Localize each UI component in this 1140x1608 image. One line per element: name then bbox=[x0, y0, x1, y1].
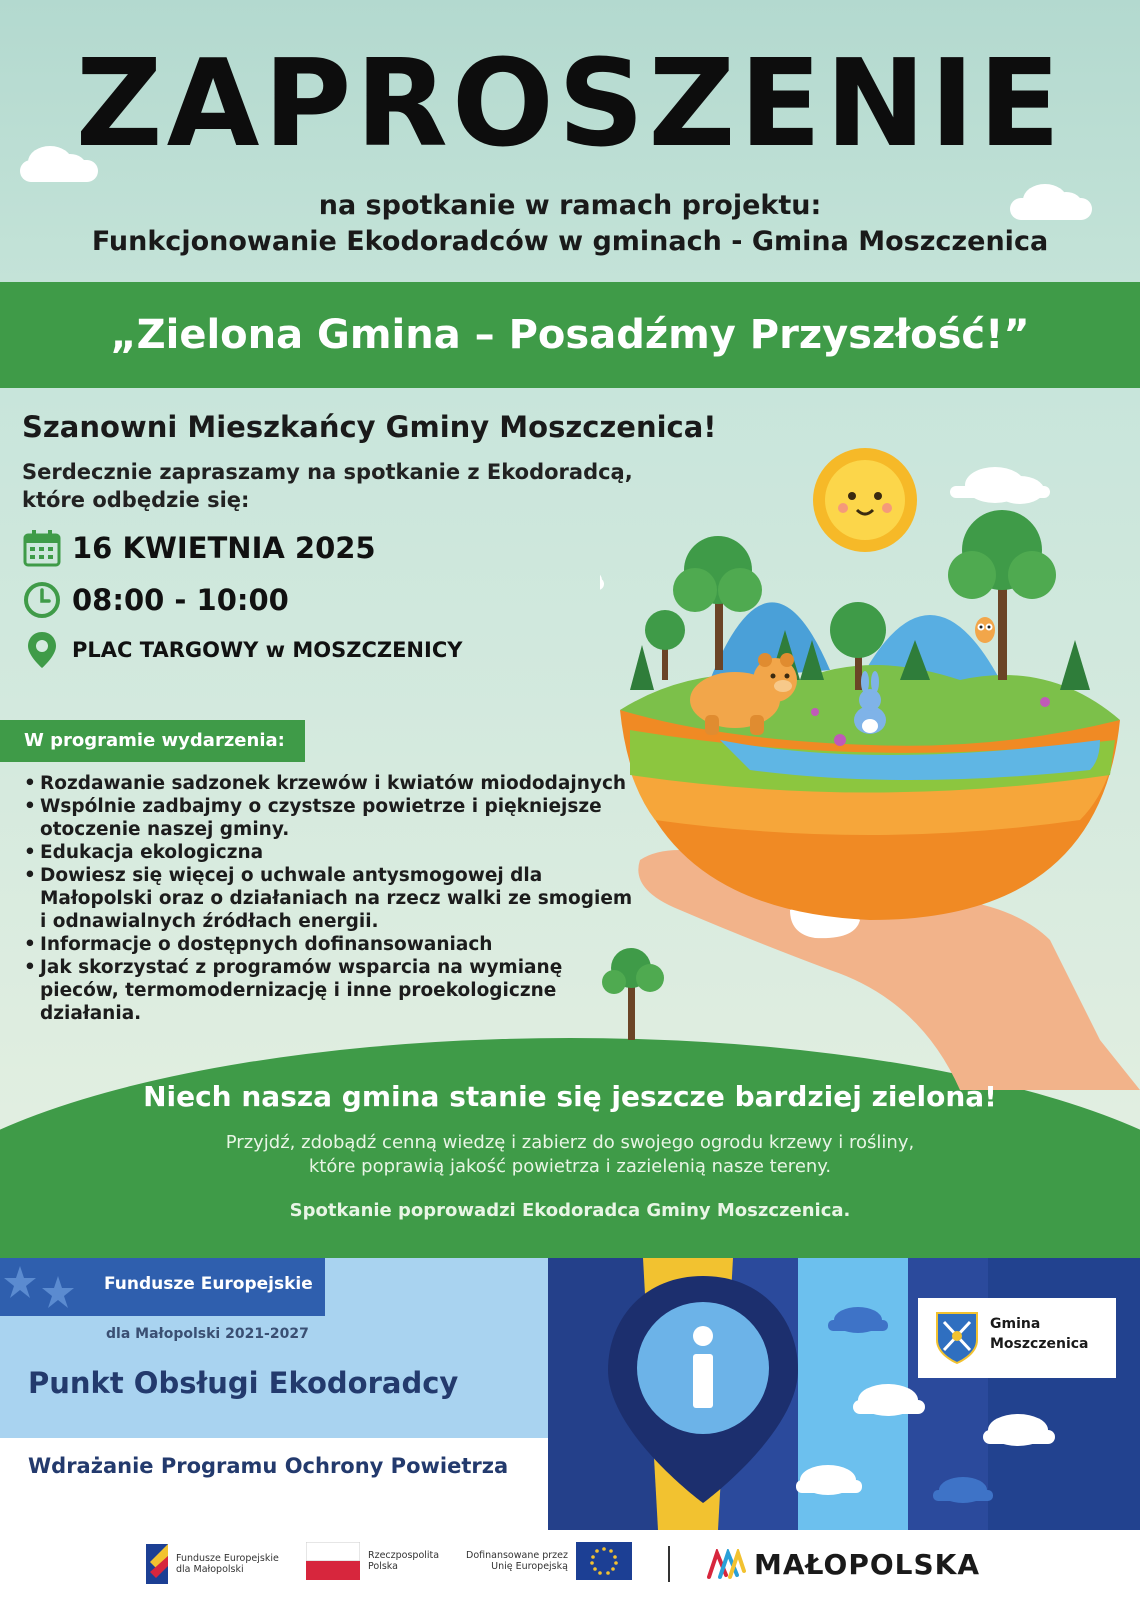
program-period: dla Małopolski 2021-2027 bbox=[106, 1326, 309, 1342]
eu-logo bbox=[466, 1542, 632, 1580]
intro-text: Serdecznie zapraszamy na spotkanie z Ekodoradcą, które odbędzie się: bbox=[22, 460, 633, 512]
list-item: • Wspólnie zadbajmy o czystsze powietrze i piękniejsze otoczenie naszej gminy. bbox=[24, 795, 644, 841]
cta-title: Niech nasza gmina stanie się jeszcze bardziej zielona! bbox=[143, 1080, 997, 1113]
service-point-title: Punkt Obsługi Ekodoradcy bbox=[28, 1366, 459, 1400]
stars-strip bbox=[0, 1258, 90, 1316]
list-item: • Rozdawanie sadzonek krzewów i kwiatów miododajnych bbox=[24, 772, 644, 795]
subtitle-line-1: na spotkanie w ramach projektu: bbox=[318, 190, 822, 221]
program-list bbox=[24, 772, 644, 1025]
fe-logo bbox=[144, 1542, 279, 1586]
rp-logo bbox=[306, 1542, 439, 1580]
list-item: • Informacje o dostępnych dofinansowaniach bbox=[24, 933, 644, 956]
funding-section bbox=[0, 1258, 1140, 1530]
gmina-logo-box bbox=[918, 1298, 1116, 1378]
light-blue-strip bbox=[325, 1258, 580, 1316]
event-date: 16 KWIETNIA 2025 bbox=[72, 531, 376, 565]
eco-hand-illustration bbox=[600, 440, 1140, 1090]
rp-logo-line-2: Polska bbox=[368, 1561, 398, 1572]
location-pin-icon bbox=[22, 630, 62, 670]
clock-icon bbox=[22, 580, 62, 620]
fe-logo-line-1: Fundusze Europejskie bbox=[176, 1553, 279, 1564]
malopolska-logo-icon bbox=[706, 1549, 746, 1581]
event-time: 08:00 - 10:00 bbox=[72, 583, 289, 617]
slogan-banner bbox=[0, 282, 1140, 388]
program-name: Wdrażanie Programu Ochrony Powietrza bbox=[28, 1454, 509, 1478]
small-tree-icon bbox=[598, 940, 668, 1040]
polish-flag-icon bbox=[306, 1542, 360, 1580]
malopolska-logo bbox=[706, 1548, 980, 1581]
gmina-name-line-2: Moszczenica bbox=[990, 1336, 1089, 1352]
event-time-row bbox=[22, 580, 289, 620]
eu-flag-icon bbox=[576, 1542, 632, 1580]
list-item: • Edukacja ekologiczna bbox=[24, 841, 644, 864]
event-place-row bbox=[22, 630, 462, 670]
gmina-name-line-1: Gmina bbox=[990, 1316, 1041, 1332]
header-section bbox=[0, 0, 1140, 282]
page-title: ZAPROSZENIE bbox=[75, 35, 1065, 174]
fe-label: Fundusze Europejskie bbox=[90, 1258, 325, 1316]
calendar-icon bbox=[22, 528, 62, 568]
footer-logos bbox=[0, 1530, 1140, 1608]
slogan-text: „Zielona Gmina – Posadźmy Przyszłość!” bbox=[110, 312, 1030, 358]
eu-stars-icon bbox=[0, 1258, 90, 1316]
coat-of-arms-icon bbox=[934, 1310, 980, 1366]
eu-logo-line-2: Unię Europejską bbox=[491, 1561, 568, 1572]
greeting-heading: Szanowni Mieszkańcy Gminy Moszczenica! bbox=[22, 410, 717, 444]
cta-text-line-1: Przyjdź, zdobądź cenną wiedzę i zabierz do swojego ogrodu krzewy i rośliny, bbox=[225, 1132, 915, 1153]
subtitle-line-2: Funkcjonowanie Ekodoradców w gminach - Gmina Moszczenica bbox=[91, 226, 1049, 257]
footer-divider bbox=[668, 1546, 670, 1582]
cta-text-line-2: które poprawią jakość powietrza i zazielenią nasze tereny. bbox=[308, 1156, 832, 1177]
cta-host-line: Spotkanie poprowadzi Ekodoradca Gminy Moszczenica. bbox=[289, 1200, 851, 1221]
eu-logo-line-1: Dofinansowane przez bbox=[466, 1550, 568, 1561]
list-item: • Jak skorzystać z programów wsparcia na wymianę pieców, termomodernizację i inne proekologiczne działania. bbox=[24, 956, 644, 1025]
list-item: • Dowiesz się więcej o uchwale antysmogowej dla Małopolski oraz o działaniach na rzecz walki ze smogiem i odnawialnych źródłach energii. bbox=[24, 864, 644, 933]
fe-logo-line-2: dla Małopolski bbox=[176, 1564, 244, 1575]
event-place: PLAC TARGOWY w MOSZCZENICY bbox=[72, 638, 463, 662]
fe-logo-icon bbox=[144, 1542, 170, 1586]
malopolska-text: MAŁOPOLSKA bbox=[754, 1548, 981, 1581]
event-date-row bbox=[22, 528, 376, 568]
rp-logo-line-1: Rzeczpospolita bbox=[368, 1550, 440, 1561]
program-label: W programie wydarzenia: bbox=[0, 720, 305, 762]
